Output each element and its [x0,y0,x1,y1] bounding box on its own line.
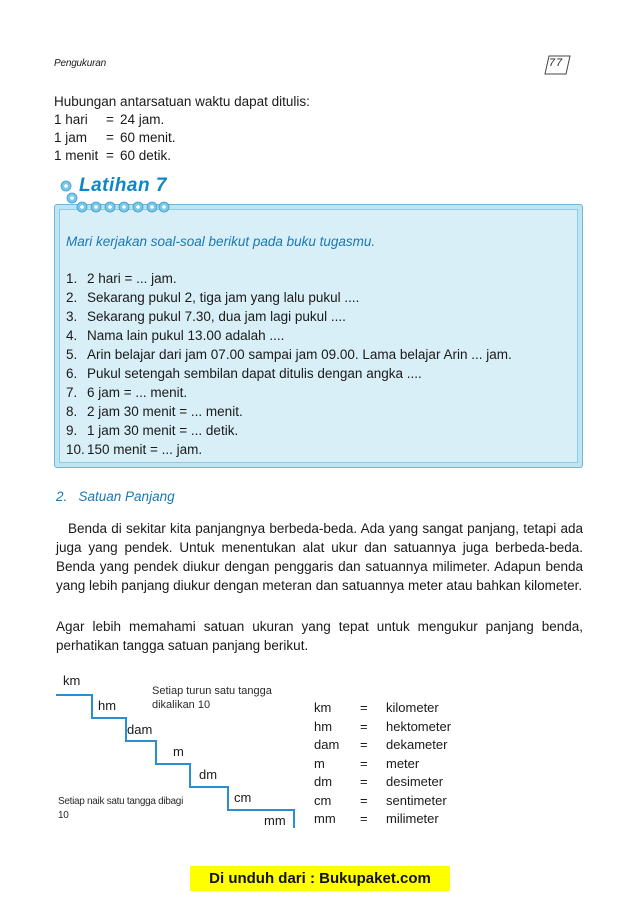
unit-name: milimeter [386,811,439,826]
item-text: Pukul setengah sembilan dapat ditulis dengan angka .... [87,366,422,381]
unit-eq: = [360,755,368,771]
note-divide-line: 10 [58,810,69,821]
intro-right: 60 detik. [120,148,172,163]
unit-eq: = [360,700,368,715]
intro-left: 1 jam [54,130,88,145]
download-source-banner: Di unduh dari : Bukupaket.com [190,866,450,891]
list-item [66,421,512,440]
list-item [66,269,512,288]
intro-eq: = [106,112,114,127]
item-text: Nama lain pukul 13.00 adalah .... [87,328,285,343]
intro-row [54,129,310,147]
intro-eq: = [106,130,114,145]
list-item [314,810,451,829]
list-item [314,736,451,755]
intro-right: 24 jam. [120,112,165,127]
ladder-step-m: m [173,744,184,759]
item-number: 6. [66,366,78,381]
item-text: Sekarang pukul 2, tiga jam yang lalu pukul .... [87,290,360,305]
unit-abbr: dam [314,737,340,752]
list-item [314,718,451,737]
intro-row [54,111,310,129]
unit-name: sentimeter [386,792,447,808]
item-text: 150 menit = ... jam. [87,442,203,457]
ladder-step-dam: dam [127,722,153,737]
unit-legend [314,699,451,829]
list-item [314,792,451,811]
unit-name: meter [386,755,420,771]
item-number: 5. [66,347,78,362]
list-item [66,440,512,459]
list-item [314,755,451,774]
page-number-badge [541,54,571,76]
paragraph: Agar lebih memahami satuan ukuran yang tepat untuk mengukur panjang benda, perhatikan tangga satuan panjang berikut. [56,619,583,653]
exercise-instruction: Mari kerjakan soal-soal berikut pada buku tugasmu. [66,234,376,249]
unit-eq: = [360,811,368,826]
item-text: 2 hari = ... jam. [87,271,177,286]
ladder-step-km: km [63,673,81,688]
note-divide-line: Setiap naik satu tangga dibagi [58,796,183,807]
ladder-step-dm: dm [199,767,218,782]
list-item [66,345,512,364]
item-text: Sekarang pukul 7.30, dua jam lagi pukul .... [87,309,346,324]
item-number: 7. [66,385,78,400]
ladder-step-hm: hm [98,698,117,713]
list-item [314,699,451,718]
intro-right: 60 menit. [120,130,176,145]
unit-eq: = [360,718,368,734]
list-item [66,364,512,383]
item-text: 1 jam 30 menit = ... detik. [87,423,239,438]
ladder-step-mm: mm [264,813,286,828]
unit-name: desimeter [386,774,444,789]
item-number: 8. [66,404,78,419]
list-item [66,326,512,345]
exercise-list [66,269,512,459]
item-number: 1. [66,271,78,286]
list-item [66,307,512,326]
item-text: 6 jam = ... menit. [87,385,188,400]
running-header: Pengukuran [54,58,106,69]
list-item [314,773,451,792]
time-relations [54,93,310,165]
item-number: 4. [66,328,78,343]
item-number: 3. [66,309,78,324]
paragraph: Benda di sekitar kita panjangnya berbeda-beda. Ada yang sangat panjang, tetapi ada juga yang pendek. Untuk menentukan alat ukur dan satuannya juga berbeda-beda. Benda yang pendek diukur dengan penggaris dan satuannya milimeter. Adapun benda yang lebih panjang diukur dengan meteran dan satuannya meter atau bahkan kilometer. [56,521,583,593]
section-heading: 2. Satuan Panjang [56,489,175,504]
unit-abbr: hm [314,718,333,734]
intro-eq: = [106,148,114,163]
unit-abbr: cm [314,792,332,808]
note-multiply: Setiap turun satu tangga dikalikan 10 [152,685,272,711]
unit-eq: = [360,792,368,808]
unit-name: dekameter [386,737,448,752]
unit-name: kilometer [386,700,439,715]
exercise-title: Latihan 7 [79,175,167,196]
item-number: 9. [66,423,78,438]
page-number: 77 [548,57,564,69]
intro-left: 1 hari [54,112,88,127]
list-item [66,402,512,421]
unit-abbr: mm [314,811,336,826]
list-item [66,288,512,307]
intro-row [54,147,310,165]
list-item [66,383,512,402]
intro-heading: Hubungan antarsatuan waktu dapat ditulis: [54,94,310,109]
unit-name: hektometer [386,718,452,734]
item-text: 2 jam 30 menit = ... menit. [87,404,243,419]
unit-ladder-diagram [54,670,304,830]
item-text: Arin belajar dari jam 07.00 sampai jam 09.00. Lama belajar Arin ... jam. [87,347,512,362]
intro-left: 1 menit [54,148,99,163]
unit-abbr: m [314,755,325,771]
unit-eq: = [360,737,368,752]
unit-abbr: km [314,700,332,715]
item-number: 2. [66,290,78,305]
unit-eq: = [360,774,368,789]
unit-abbr: dm [314,774,333,789]
item-number: 10. [66,442,85,457]
ladder-step-cm: cm [234,790,252,805]
note-divide [58,795,183,823]
